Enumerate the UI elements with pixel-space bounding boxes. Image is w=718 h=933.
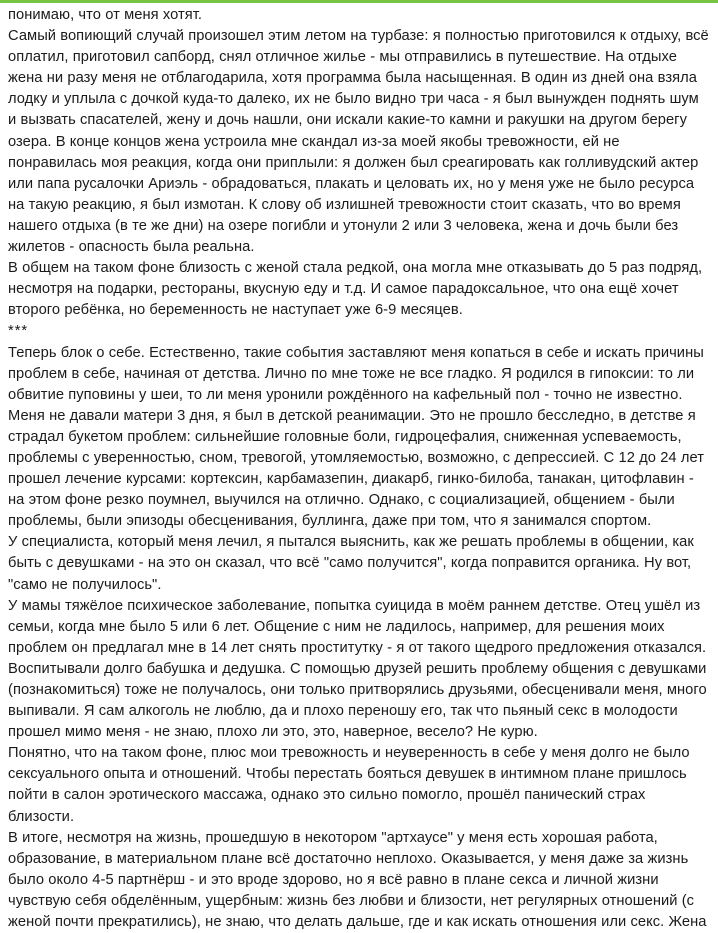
paragraph: У мамы тяжёлое психическое заболевание, попытка суицида в моём раннем детстве. Отец ушёл из семьи, когда мне было 5 или 6 лет. Общение с ним не ладилось, например, для решения моих проблем он предлагал мне в 14 лет снять проститутку - я от такого щедрого предложения отказался. Воспитывали долго бабушка и дедушка. С помощью друзей решить проблему общения с девушками (познакомиться) тоже не получалось, они только притворялись друзьями, обесценивали меня, много выпивали. Я сам алкоголь не люблю, да и плохо переношу его, так что пьяный секс в молодости прошел мимо меня - не знаю, плохо ли это, это, наверное, весело? Не курю. bbox=[8, 597, 707, 741]
paragraph: Понятно, что на таком фоне, плюс мои тревожность и неуверенность в себе у меня долго не было сексуального опыта и отношений. Чтобы перестать бояться девушек в интимном плане пришлось пойти в салон эротического массажа, однако это сильно помогло, прошёл панический страх близости. bbox=[8, 745, 690, 825]
paragraph: У специалиста, который меня лечил, я пытался выяснить, как же решать проблемы в общении, как быть с девушками - на это он сказал, что всё "само получится", когда поправится органика. Ну вот, "само не получилось". bbox=[8, 534, 694, 593]
article-text bbox=[8, 0, 710, 933]
paragraph: В итоге, несмотря на жизнь, прошедшую в некотором "артхаусе" у меня есть хорошая работа, образование, в материальном плане всё достаточно неплохо. Оказывается, у меня даже за жизнь было около 4-5 партнёрш - и это вроде здорово, но я всё равно в плане секса и личной жизни чувствую себя обделённым, ущербным: жизнь без любви и близости, нет регулярных отношений (с женой почти прекратились), не знаю, что делать дальше, где и как искать отношения или секс. Жена bbox=[8, 829, 707, 931]
paragraph: В общем на таком фоне близость с женой стала редкой, она могла мне отказывать до 5 раз подряд, несмотря на подарки, рестораны, вкусную еду и т.д. И самое парадоксальное, что она ещё хочет второго ребёнка, но беременность не наступает уже 6-9 месяцев. bbox=[8, 260, 703, 319]
section-separator: *** bbox=[8, 323, 29, 340]
accent-top-rule bbox=[0, 0, 718, 3]
paragraph: понимаю, что от меня хотят. bbox=[8, 7, 203, 23]
paragraph: Теперь блок о себе. Естественно, такие события заставляют меня копаться в себе и искать причины проблем в себе, начиная от детства. Лично по мне тоже не все гладко. Я родился в гипоксии: то ли обвитие пуповины у шеи, то ли меня уронили рождённого на кафельный пол - точно не известно. Меня не давали матери 3 дня, я был в детской реанимации. Это не прошло бесследно, в детстве я страдал букетом проблем: сильнейшие головные боли, гидроцефалия, сниженная успеваемость, проблемы с уверенностью, сном, тревогой, утомляемостью, возможно, с депрессией. С 12 до 24 лет прошел лечение курсами: кортексин, карбамазепин, диакарб, гинко-билоба, танакан, цитофлавин - на этом фоне резко поумнел, выучился на отлично. Однако, с социализацией, общением - были проблемы, были эпизоды обесценивания, буллинга, даже при том, что я занимался спортом. bbox=[8, 344, 705, 530]
paragraph: Самый вопиющий случай произошел этим летом на турбазе: я полностью приготовился к отдыху, всё оплатил, приготовил сапборд, снял отличное жилье - мы отправились в путешествие. На отдыхе жена ни разу меня не отблагодарила, хотя программа была насыщенная. В один из дней она взяла лодку и уплыла с дочкой куда-то далеко, их не было видно три часа - я был вынужден поднять шум и вызвать спасателей, жену и дочь нашли, они искали какие-то камни и ракушки на другом берегу озера. В конце концов жена устроила мне скандал из-за моей якобы тревожности, ей не понравилась моя реакция, когда они приплыли: я должен был среагировать как голливудский актер или папа русалочки Ариэль - обрадоваться, плакать и целовать их, но у меня уже не было ресурса на такую реакцию, я был измотан. К слову об излишней тревожности стоит сказать, что во время нашего отдыха (в те же дни) на озере погибли и утонули 2 или 3 человека, жена и дочь были без жилетов - опасность была реальна. bbox=[8, 28, 709, 256]
